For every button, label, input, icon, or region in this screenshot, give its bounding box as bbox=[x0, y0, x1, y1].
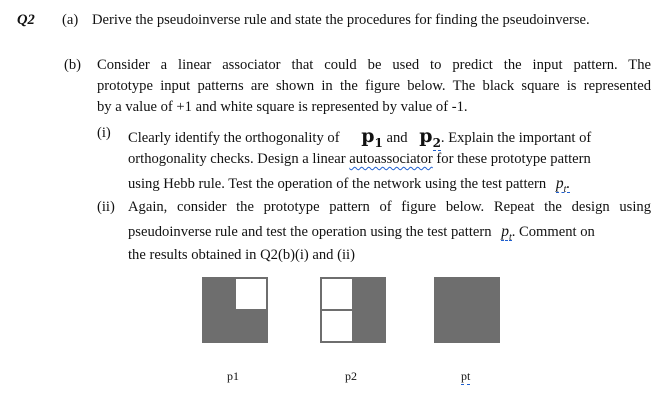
sub-ii-line-2: pseudoinverse rule and test the operation using the test pattern $p_t$. Comment on bbox=[128, 223, 595, 244]
sub-i-line-2: orthogonality checks. Design a linear autoassociator for these prototype pattern bbox=[128, 151, 591, 167]
question-number: Q2 bbox=[17, 12, 35, 28]
caption-p1: p1 bbox=[227, 369, 239, 383]
pattern-p1-grid bbox=[202, 277, 268, 343]
sub-ii-line-1: Again, consider the prototype pattern of figure below. Repeat the design using bbox=[128, 199, 651, 215]
pattern-cell bbox=[436, 279, 466, 309]
part-a-label: (a) bbox=[62, 12, 79, 28]
pattern-cell bbox=[322, 279, 352, 309]
sub-i-line-1 bbox=[128, 125, 591, 150]
part-b-line-1: Consider a linear associator that could be used to predict the input pattern. The bbox=[97, 57, 651, 73]
vector-p2: $p_2$ bbox=[419, 125, 441, 150]
sub-ii-line-3: the results obtained in Q2(b)(i) and (ii) bbox=[128, 247, 355, 263]
part-b-line-3: by a value of +1 and white square is represented by value of -1. bbox=[97, 99, 468, 115]
pattern-p2-grid bbox=[320, 277, 386, 343]
pattern-cell bbox=[236, 311, 266, 341]
pattern-cell bbox=[354, 311, 384, 341]
pattern-cell bbox=[236, 279, 266, 309]
sub-i-line-3: using Hebb rule. Test the operation of the network using the test pattern $p_t$. bbox=[128, 175, 571, 196]
caption-pt: pt bbox=[461, 369, 471, 383]
sub-i-line-1-pre: Clearly identify the orthogonality of bbox=[128, 130, 340, 146]
pattern-cell bbox=[468, 279, 498, 309]
vector-pt-2: $p_t$ bbox=[501, 223, 512, 244]
pattern-cell bbox=[204, 311, 234, 341]
vector-p1: $p_1$ bbox=[361, 125, 383, 150]
part-a-text: Derive the pseudoinverse rule and state the procedures for finding the pseudoinverse. bbox=[92, 12, 590, 28]
part-b-label: (b) bbox=[64, 57, 82, 73]
pattern-cell bbox=[468, 311, 498, 341]
sub-i-label: (i) bbox=[97, 125, 111, 141]
pattern-cell bbox=[204, 279, 234, 309]
sub-i-and: and bbox=[386, 130, 408, 146]
pattern-cell bbox=[436, 311, 466, 341]
pattern-cell bbox=[322, 311, 352, 341]
vector-pt: $p_t$. bbox=[555, 175, 571, 196]
autoassociator-word: autoassociator bbox=[349, 151, 433, 167]
pattern-cell bbox=[354, 279, 384, 309]
sub-ii-label: (ii) bbox=[97, 199, 115, 215]
pattern-pt-grid bbox=[434, 277, 500, 343]
sub-i-line-1-post: . Explain the important of bbox=[440, 130, 592, 146]
part-b-line-2: prototype input patterns are shown in the figure below. The black square is represented bbox=[97, 78, 651, 94]
caption-p2: p2 bbox=[345, 369, 357, 383]
